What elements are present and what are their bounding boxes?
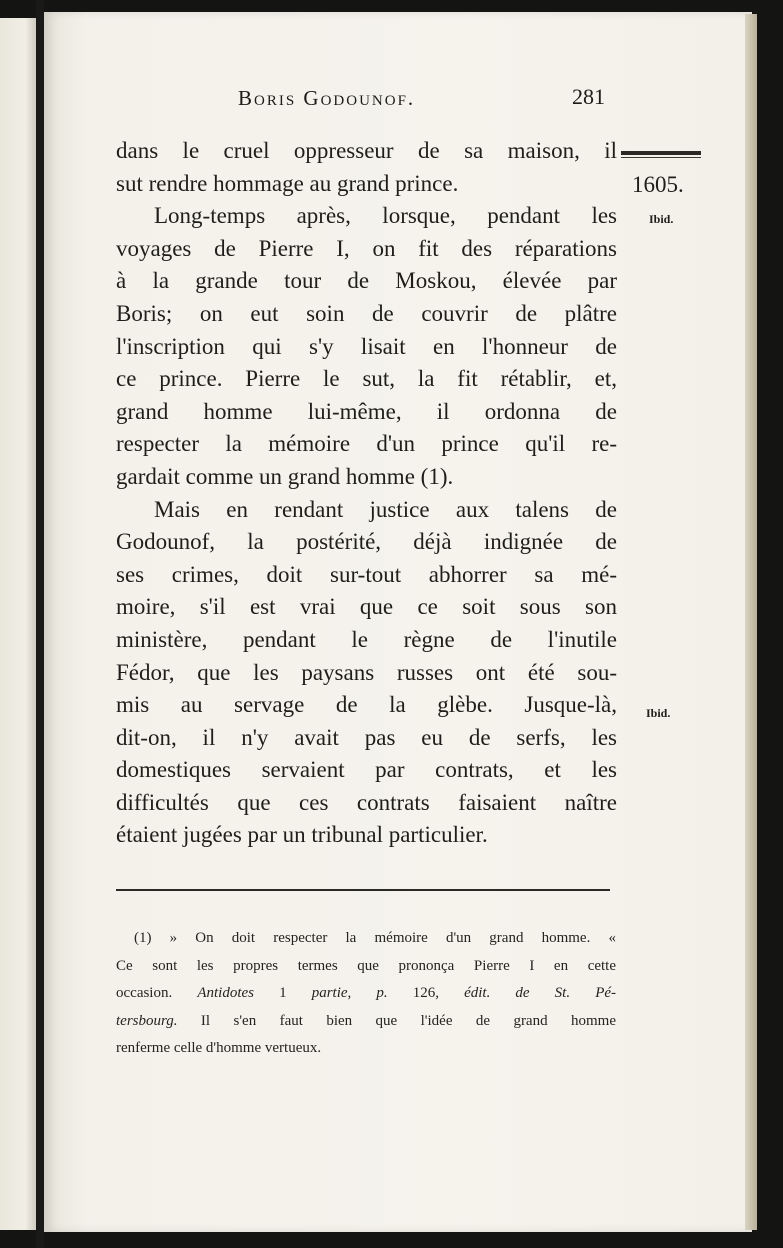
text-line: à la grande tour de Moskou, élevée par <box>116 268 617 294</box>
margin-note-ibid: Ibid. <box>649 212 674 226</box>
left-page-edge <box>0 18 36 1230</box>
text-line: gardait comme un grand homme (1). <box>116 463 454 489</box>
text-line: dit-on, il n'y avait pas eu de serfs, les <box>116 724 617 750</box>
text-line: difficultés que ces contrats faisaient naître <box>116 789 617 815</box>
text-line: ce prince. Pierre le sut, la fit rétablir, et, <box>116 366 617 392</box>
text-line: moire, s'il est vrai que ce soit sous son <box>116 594 617 620</box>
text-line: Long-temps après, lorsque, pendant les <box>154 203 617 229</box>
footnote-line: renferme celle d'homme vertueux. <box>116 1040 322 1056</box>
text-line: Fédor, que les paysans russes ont été sou- <box>116 659 617 685</box>
running-title: Boris Godounof. <box>238 86 416 110</box>
footnote-rule <box>116 889 610 891</box>
margin-note-year: 1605. <box>632 172 684 197</box>
text-line: sut rendre hommage au grand prince. <box>116 170 459 196</box>
margin-note-ibid: Ibid. <box>646 706 671 720</box>
text-line: domestiques servaient par contrats, et les <box>116 757 617 783</box>
text-line: Boris; on eut soin de couvrir de plâtre <box>116 300 617 326</box>
footnote-line: occasion. Antidotes 1 partie, p. 126, édit. de St. Pé- <box>116 985 617 1001</box>
book-gutter <box>36 0 44 1248</box>
text-line: voyages de Pierre I, on fit des réparations <box>116 235 617 261</box>
text-line: Godounof, la postérité, déjà indignée de <box>116 529 617 555</box>
page-stack-edge <box>745 14 757 1230</box>
footnote <box>116 925 616 1063</box>
text-line: ses crimes, doit sur-tout abhorrer sa mé- <box>116 561 617 587</box>
text-line: dans le cruel oppresseur de sa maison, il <box>116 138 617 163</box>
text-line: grand homme lui-même, il ordonna de <box>116 398 617 424</box>
footnote-line: tersbourg. Il s'en faut bien que l'idée de grand homme <box>116 1012 616 1029</box>
text-line: Mais en rendant justice aux talens de <box>154 496 617 522</box>
text-line: respecter la mémoire d'un prince qu'il re- <box>116 431 617 457</box>
text-line: mis au servage de la glèbe. Jusque-là, <box>116 692 617 718</box>
text-line: ministère, pendant le règne de l'inutile <box>116 626 617 652</box>
page-number: 281 <box>572 84 605 109</box>
body-text <box>116 135 617 852</box>
text-line: étaient jugées par un tribunal particulier. <box>116 822 488 848</box>
margin-rule <box>621 151 701 155</box>
footnote-line: Ce sont les propres termes que prononça Pierre I en cette <box>116 957 616 974</box>
text-line: l'inscription qui s'y lisait en l'honneur de <box>116 333 617 359</box>
footnote-line: (1) » On doit respecter la mémoire d'un grand homme. « <box>134 930 616 946</box>
